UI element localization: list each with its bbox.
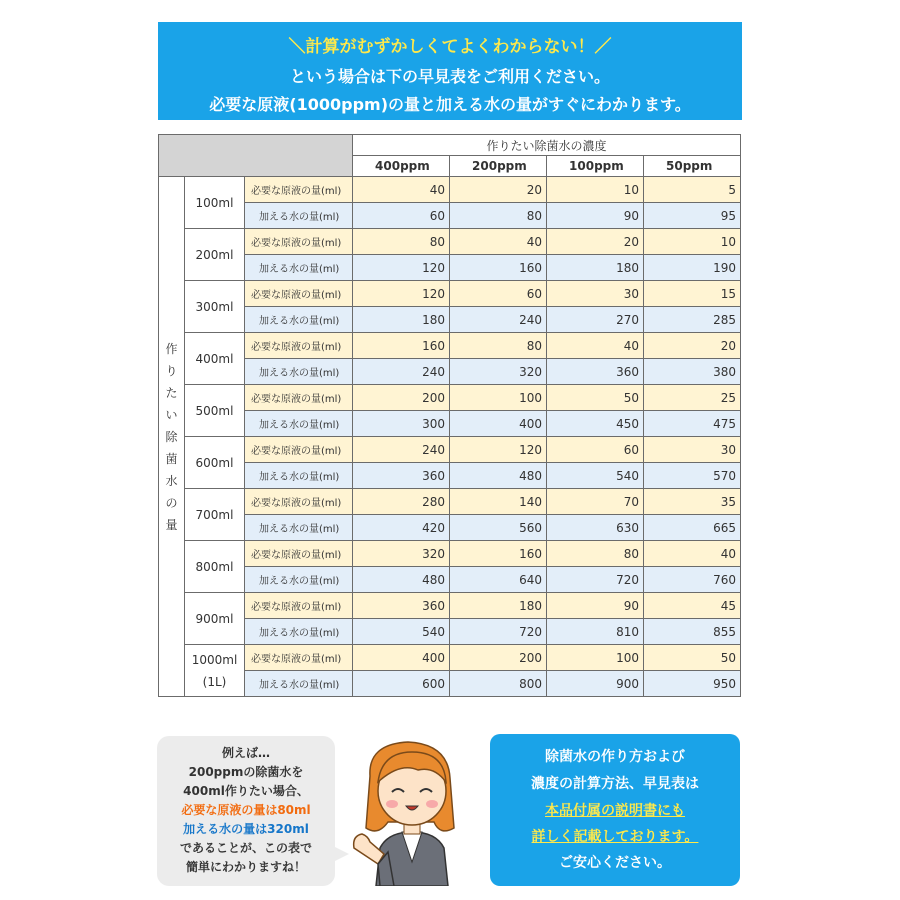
water-value: 400	[450, 411, 547, 437]
stock-value: 180	[450, 593, 547, 619]
volume-label: 100ml	[195, 195, 234, 210]
water-value: 480	[450, 463, 547, 489]
stock-value: 60	[450, 281, 547, 307]
side-label-char: 作	[165, 341, 178, 356]
table-row-stock	[159, 281, 741, 307]
stock-value: 320	[353, 541, 450, 567]
stock-value: 10	[547, 177, 644, 203]
table-row-water	[159, 515, 741, 541]
stock-value: 80	[353, 229, 450, 255]
water-value: 90	[547, 203, 644, 229]
volume-cell	[185, 593, 245, 645]
water-label: 加える水の量(ml)	[245, 567, 353, 593]
stock-value: 20	[450, 177, 547, 203]
stock-label: 必要な原液の量(ml)	[245, 645, 353, 671]
stock-value: 40	[644, 541, 741, 567]
water-value: 360	[547, 359, 644, 385]
column-header-100ppm: 100ppm	[547, 156, 644, 177]
info-line-1: 除菌水の作り方および	[545, 749, 685, 765]
table-row-water	[159, 567, 741, 593]
side-label	[159, 177, 185, 697]
stock-value: 25	[644, 385, 741, 411]
stock-value: 80	[547, 541, 644, 567]
stock-value: 10	[644, 229, 741, 255]
table-row-water	[159, 463, 741, 489]
water-label: 加える水の量(ml)	[245, 255, 353, 281]
volume-label: 800ml	[195, 559, 234, 574]
side-label-char: 水	[165, 473, 178, 488]
volume-cell	[185, 177, 245, 229]
water-value: 720	[450, 619, 547, 645]
water-value: 60	[353, 203, 450, 229]
stock-value: 30	[644, 437, 741, 463]
water-value: 180	[547, 255, 644, 281]
side-label-char: い	[165, 407, 178, 422]
volume-cell	[185, 489, 245, 541]
water-label: 加える水の量(ml)	[245, 619, 353, 645]
side-label-char: 除	[165, 429, 178, 444]
stock-value: 80	[450, 333, 547, 359]
table-row-stock	[159, 437, 741, 463]
example-line-1: 例えば…	[221, 746, 270, 760]
stock-value: 400	[353, 645, 450, 671]
water-value: 760	[644, 567, 741, 593]
table-row-water	[159, 359, 741, 385]
water-value: 540	[353, 619, 450, 645]
example-line-7: 簡単にわかりますね！	[185, 860, 306, 874]
water-value: 475	[644, 411, 741, 437]
water-value: 240	[353, 359, 450, 385]
water-value: 360	[353, 463, 450, 489]
water-value: 160	[450, 255, 547, 281]
volume-cell	[185, 541, 245, 593]
stock-value: 70	[547, 489, 644, 515]
stock-value: 360	[353, 593, 450, 619]
banner-line-3: 必要な原液(1000ppm)の量と加える水の量がすぐにわかります。	[209, 95, 691, 114]
stock-value: 100	[450, 385, 547, 411]
table-row-stock	[159, 489, 741, 515]
table-row-stock	[159, 541, 741, 567]
water-value: 900	[547, 671, 644, 697]
concentration-header: 作りたい除菌水の濃度	[353, 135, 741, 156]
water-value: 665	[644, 515, 741, 541]
example-line-4: 必要な原液の量は80ml	[181, 803, 311, 817]
header-banner	[158, 22, 742, 120]
table-row-water	[159, 255, 741, 281]
water-value: 570	[644, 463, 741, 489]
example-speech-bubble	[157, 736, 335, 886]
quick-reference-table	[158, 134, 741, 697]
stock-value: 90	[547, 593, 644, 619]
info-line-2: 濃度の計算方法、早見表は	[531, 776, 699, 792]
example-line-6: であることが、この表で	[179, 841, 312, 855]
info-line-4: 詳しく記載しております。	[531, 829, 699, 845]
stock-label: 必要な原液の量(ml)	[245, 541, 353, 567]
volume-label: 300ml	[195, 299, 234, 314]
water-label: 加える水の量(ml)	[245, 671, 353, 697]
table-row-stock	[159, 229, 741, 255]
stock-label: 必要な原液の量(ml)	[245, 177, 353, 203]
stock-label: 必要な原液の量(ml)	[245, 437, 353, 463]
water-value: 450	[547, 411, 644, 437]
info-line-3: 本品付属の説明書にも	[545, 803, 685, 819]
example-line-2: 200ppmの除菌水を	[188, 765, 304, 779]
stock-value: 50	[547, 385, 644, 411]
water-value: 270	[547, 307, 644, 333]
side-label-char: り	[165, 363, 178, 378]
stock-value: 280	[353, 489, 450, 515]
stock-value: 20	[644, 333, 741, 359]
water-value: 950	[644, 671, 741, 697]
table-row-stock	[159, 333, 741, 359]
stock-label: 必要な原液の量(ml)	[245, 489, 353, 515]
volume-label: 500ml	[195, 403, 234, 418]
water-value: 95	[644, 203, 741, 229]
table-row-stock	[159, 177, 741, 203]
bubble-tail	[333, 846, 349, 862]
volume-cell	[185, 437, 245, 489]
water-value: 720	[547, 567, 644, 593]
water-value: 800	[450, 671, 547, 697]
water-value: 540	[547, 463, 644, 489]
water-value: 300	[353, 411, 450, 437]
stock-label: 必要な原液の量(ml)	[245, 333, 353, 359]
water-value: 120	[353, 255, 450, 281]
volume-sublabel: (1L)	[202, 674, 227, 689]
water-value: 420	[353, 515, 450, 541]
stock-value: 100	[547, 645, 644, 671]
stock-value: 140	[450, 489, 547, 515]
side-label-char: 量	[165, 517, 178, 532]
column-header-50ppm: 50ppm	[644, 156, 741, 177]
volume-label: 400ml	[195, 351, 234, 366]
volume-cell	[185, 229, 245, 281]
stock-value: 30	[547, 281, 644, 307]
volume-cell	[185, 281, 245, 333]
column-header-200ppm: 200ppm	[450, 156, 547, 177]
side-label-char: た	[165, 385, 178, 400]
table-row-water	[159, 307, 741, 333]
info-box	[490, 734, 740, 886]
side-label-char: 菌	[165, 451, 178, 466]
water-value: 80	[450, 203, 547, 229]
water-value: 240	[450, 307, 547, 333]
stock-value: 40	[547, 333, 644, 359]
stock-label: 必要な原液の量(ml)	[245, 281, 353, 307]
info-line-5: ご安心ください。	[559, 855, 671, 871]
water-value: 180	[353, 307, 450, 333]
stock-value: 200	[353, 385, 450, 411]
volume-cell	[185, 645, 245, 697]
stock-value: 5	[644, 177, 741, 203]
column-header-400ppm: 400ppm	[353, 156, 450, 177]
water-value: 640	[450, 567, 547, 593]
stock-value: 200	[450, 645, 547, 671]
table-row-water	[159, 203, 741, 229]
stock-value: 15	[644, 281, 741, 307]
table-row-water	[159, 619, 741, 645]
stock-value: 240	[353, 437, 450, 463]
water-value: 560	[450, 515, 547, 541]
water-label: 加える水の量(ml)	[245, 307, 353, 333]
water-value: 320	[450, 359, 547, 385]
water-value: 630	[547, 515, 644, 541]
table-row-stock	[159, 385, 741, 411]
example-line-3: 400ml作りたい場合、	[183, 784, 309, 798]
stock-value: 45	[644, 593, 741, 619]
table-corner	[159, 135, 353, 177]
table-row-water	[159, 671, 741, 697]
water-label: 加える水の量(ml)	[245, 411, 353, 437]
example-line-5: 加える水の量は320ml	[183, 822, 309, 836]
stock-value: 120	[450, 437, 547, 463]
stock-value: 160	[450, 541, 547, 567]
banner-line-2: という場合は下の早見表をご利用ください。	[289, 67, 610, 86]
water-value: 480	[353, 567, 450, 593]
volume-label: 600ml	[195, 455, 234, 470]
water-value: 190	[644, 255, 741, 281]
stock-value: 35	[644, 489, 741, 515]
stock-value: 120	[353, 281, 450, 307]
volume-label: 200ml	[195, 247, 234, 262]
table-row-stock	[159, 645, 741, 671]
water-label: 加える水の量(ml)	[245, 515, 353, 541]
side-label-char: の	[165, 495, 178, 510]
water-value: 600	[353, 671, 450, 697]
water-label: 加える水の量(ml)	[245, 359, 353, 385]
stock-label: 必要な原液の量(ml)	[245, 229, 353, 255]
volume-cell	[185, 333, 245, 385]
volume-label: 900ml	[195, 611, 234, 626]
stock-label: 必要な原液の量(ml)	[245, 385, 353, 411]
stock-value: 60	[547, 437, 644, 463]
banner-line-1: ＼計算がむずかしくてよくわからない！／	[288, 37, 612, 57]
water-value: 380	[644, 359, 741, 385]
stock-value: 50	[644, 645, 741, 671]
stock-label: 必要な原液の量(ml)	[245, 593, 353, 619]
table-row-stock	[159, 593, 741, 619]
woman-illustration	[348, 736, 476, 886]
table-row-water	[159, 411, 741, 437]
stock-value: 160	[353, 333, 450, 359]
volume-label: 700ml	[195, 507, 234, 522]
stock-value: 40	[353, 177, 450, 203]
volume-label: 1000ml	[191, 652, 238, 667]
volume-cell	[185, 385, 245, 437]
stock-value: 40	[450, 229, 547, 255]
water-label: 加える水の量(ml)	[245, 203, 353, 229]
water-value: 285	[644, 307, 741, 333]
water-value: 855	[644, 619, 741, 645]
water-value: 810	[547, 619, 644, 645]
water-label: 加える水の量(ml)	[245, 463, 353, 489]
stock-value: 20	[547, 229, 644, 255]
